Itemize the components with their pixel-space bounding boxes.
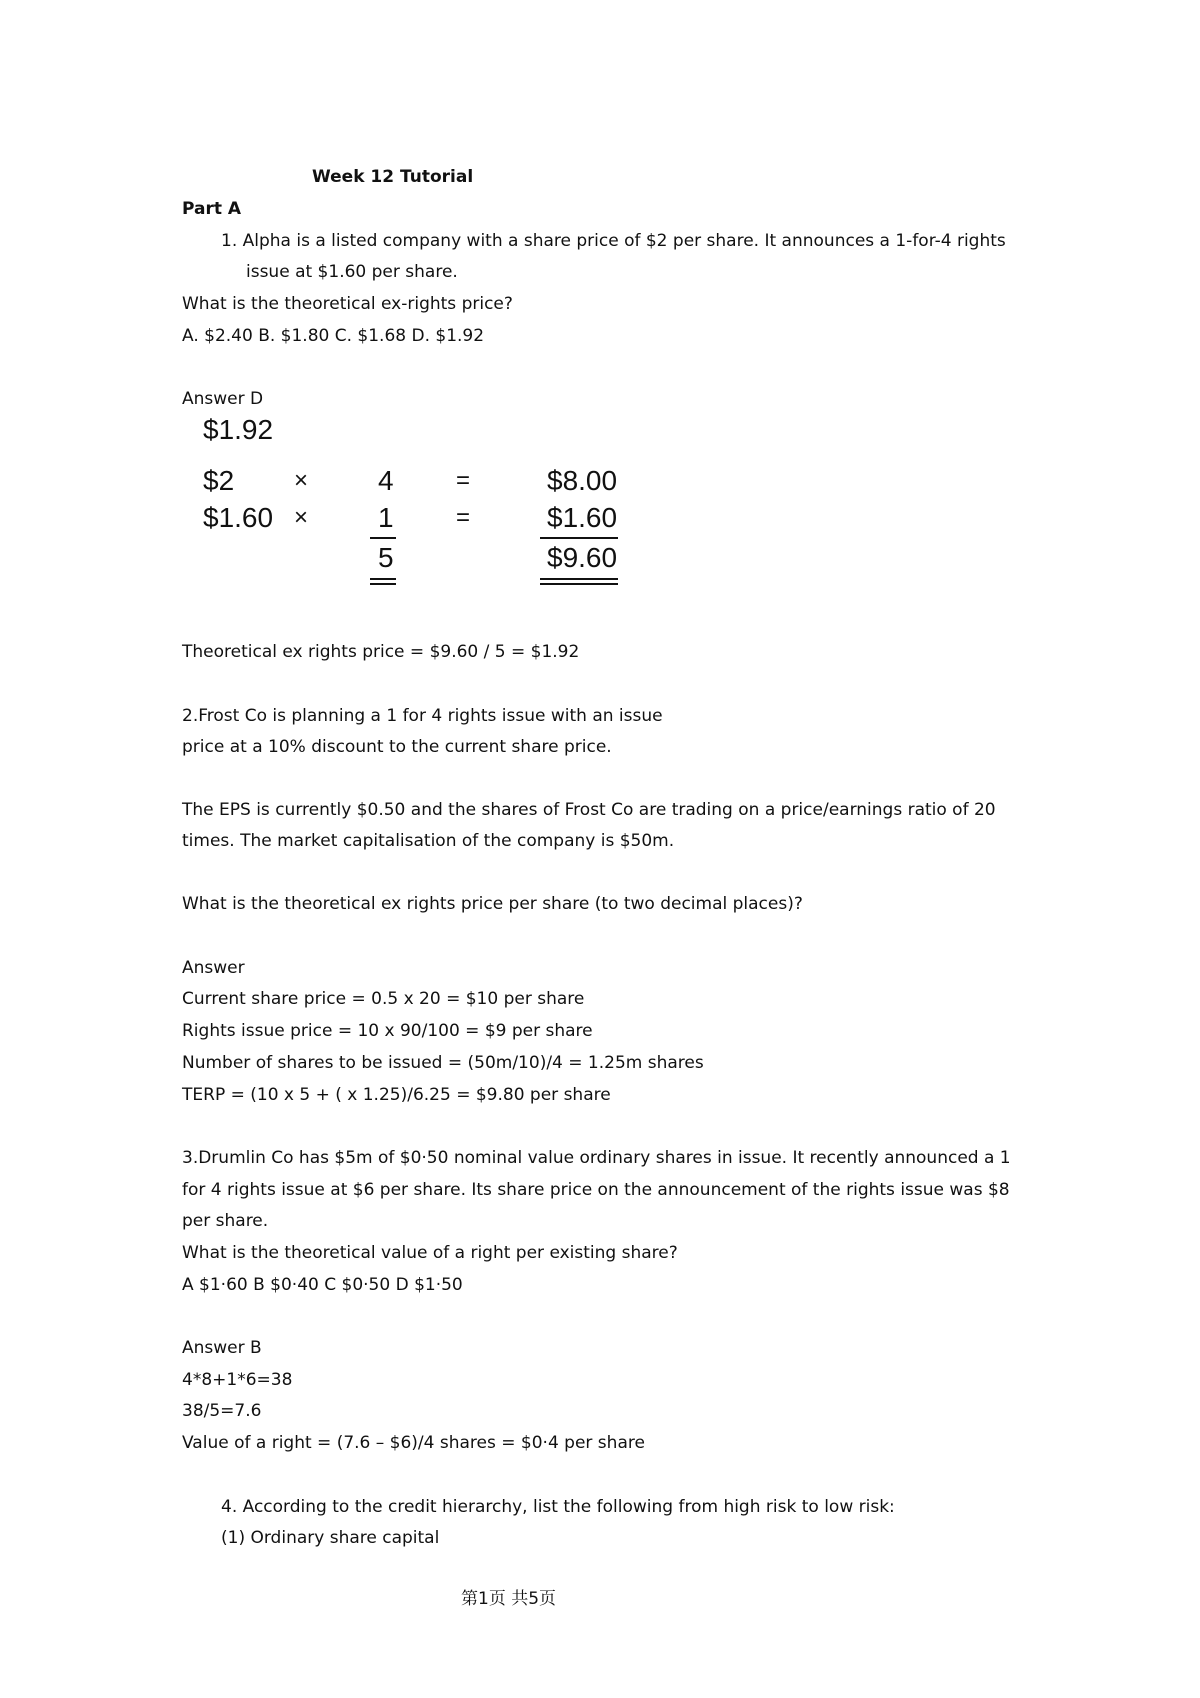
q1-line-1: 1. Alpha is a listed company with a share price of $2 per share. It announces a 1-for-4 rights	[221, 231, 1006, 251]
q1-answer: Answer D	[182, 389, 264, 409]
q2-answer-line-2: Rights issue price = 10 x 90/100 = $9 per share	[182, 1021, 593, 1041]
q1-line-2: issue at $1.60 per share.	[246, 262, 458, 282]
calc-row1-qty: 4	[378, 465, 394, 496]
q3-work-line-1: 4*8+1*6=38	[182, 1370, 293, 1390]
q3-line-1: 3.Drumlin Co has $5m of $0·50 nominal value ordinary shares in issue. It recently announced a 1	[182, 1148, 1011, 1168]
calc-row1-op: ×	[294, 467, 309, 494]
page-footer: 第1页 共5页	[461, 1589, 557, 1609]
calc-row2-qty: 1	[378, 502, 394, 533]
total-double-rule	[540, 578, 618, 585]
q1-conclusion: Theoretical ex rights price = $9.60 / 5 = $1.92	[182, 642, 580, 662]
calc-row1-eq: =	[456, 467, 471, 494]
q2-line-4: times. The market capitalisation of the company is $50m.	[182, 831, 675, 851]
q2-line-2: price at a 10% discount to the current share price.	[182, 737, 612, 757]
page-title: Week 12 Tutorial	[312, 167, 474, 187]
q2-question: What is the theoretical ex rights price per share (to two decimal places)?	[182, 894, 803, 914]
q4-item-1: (1) Ordinary share capital	[221, 1528, 440, 1548]
calc-row2-total: $1.60	[547, 502, 618, 533]
q3-options: A $1·60 B $0·40 C $0·50 D $1·50	[182, 1275, 463, 1295]
q2-answer-line-1: Current share price = 0.5 x 20 = $10 per share	[182, 989, 585, 1009]
calc-sum-total: $9.60	[547, 542, 618, 573]
calc-result: $1.92	[203, 414, 274, 445]
q3-line-3: per share.	[182, 1211, 269, 1231]
calc-row2-price: $1.60	[203, 502, 274, 533]
qty-double-rule	[370, 578, 396, 585]
q1-options: A. $2.40 B. $1.80 C. $1.68 D. $1.92	[182, 326, 485, 346]
calc-row2-eq: =	[456, 504, 471, 531]
qty-subtotal-rule	[370, 537, 396, 539]
q4-line-1: 4. According to the credit hierarchy, list the following from high risk to low risk:	[221, 1497, 895, 1517]
q3-work-line-3: Value of a right = (7.6 – $6)/4 shares = $0·4 per share	[182, 1433, 645, 1453]
q2-answer-line-4: TERP = (10 x 5 + ( x 1.25)/6.25 = $9.80 per share	[182, 1085, 611, 1105]
calc-sum-qty: 5	[378, 542, 394, 573]
q2-answer-line-3: Number of shares to be issued = (50m/10)/4 = 1.25m shares	[182, 1053, 704, 1073]
q3-work-line-2: 38/5=7.6	[182, 1401, 262, 1421]
q3-line-2: for 4 rights issue at $6 per share. Its share price on the announcement of the rights issue was $8	[182, 1180, 1010, 1200]
calc-row2-op: ×	[294, 504, 309, 531]
calc-row1-price: $2	[203, 465, 235, 496]
q2-line-3: The EPS is currently $0.50 and the shares of Frost Co are trading on a price/earnings ratio of 20	[182, 800, 996, 820]
q2-line-1: 2.Frost Co is planning a 1 for 4 rights issue with an issue	[182, 706, 663, 726]
part-heading: Part A	[182, 199, 242, 219]
q3-answer: Answer B	[182, 1338, 262, 1358]
calc-row1-total: $8.00	[547, 465, 618, 496]
q1-question: What is the theoretical ex-rights price?	[182, 294, 513, 314]
q3-question: What is the theoretical value of a right per existing share?	[182, 1243, 678, 1263]
total-subtotal-rule	[540, 537, 618, 539]
q2-answer-label: Answer	[182, 958, 245, 978]
